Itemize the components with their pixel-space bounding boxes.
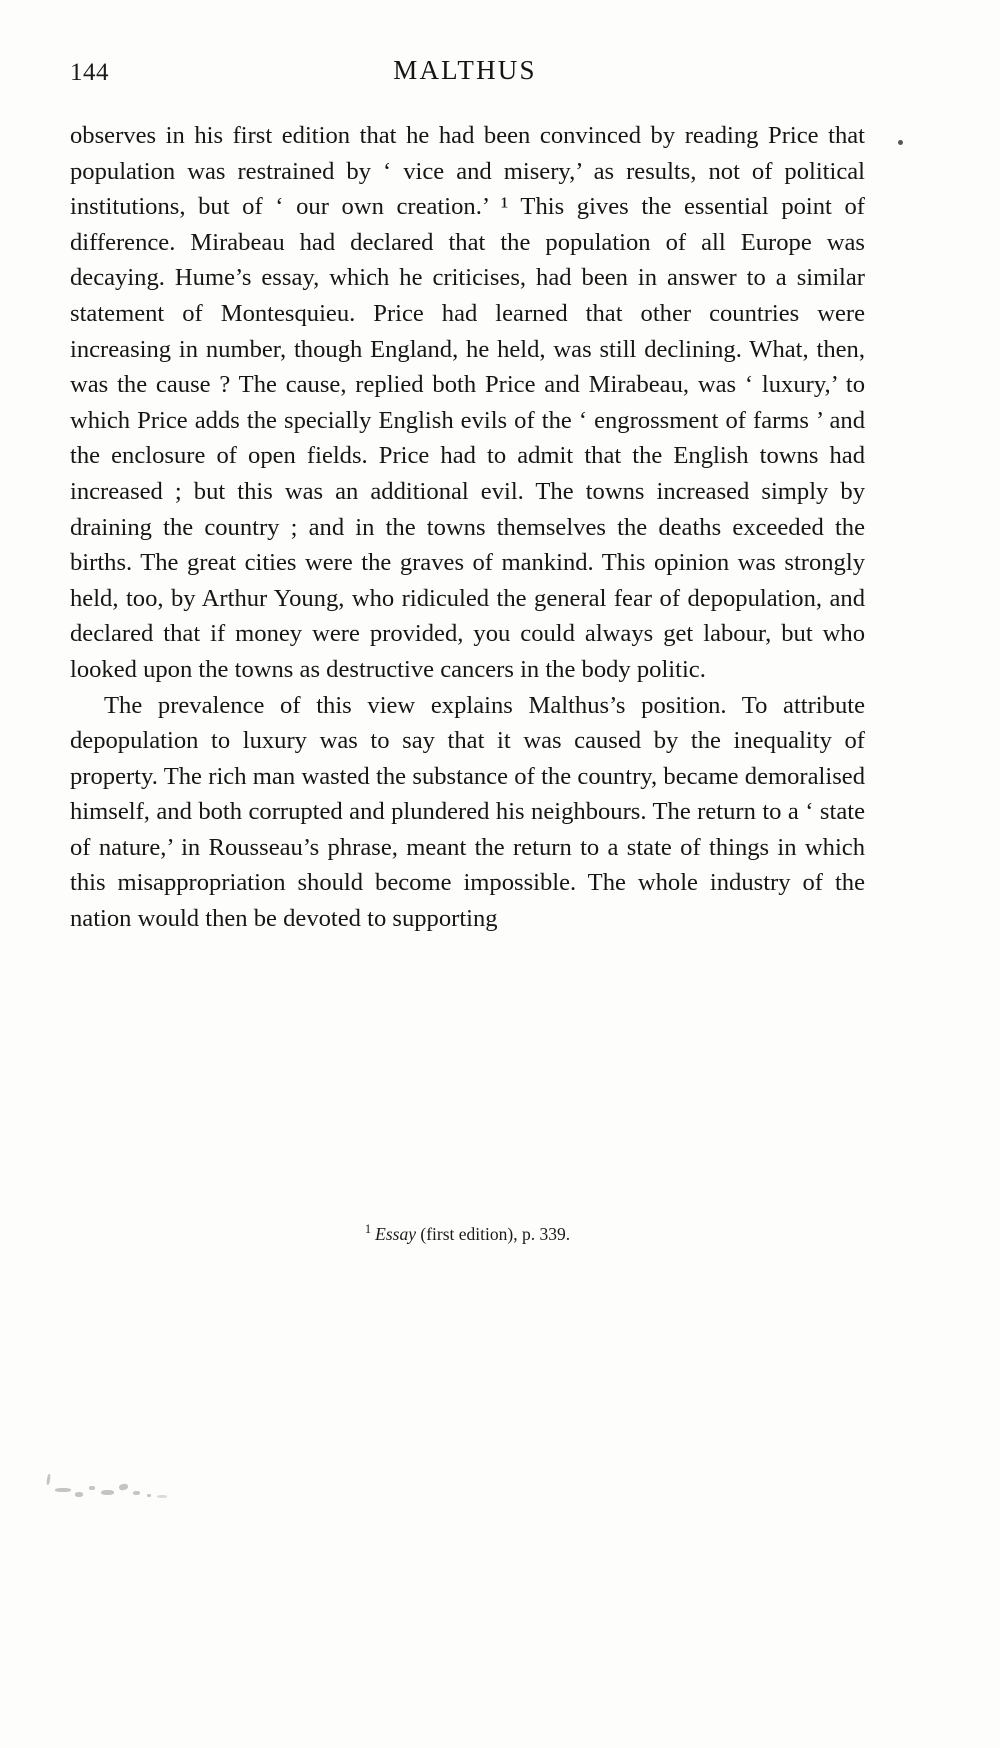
footnote-text: (first edition), p. 339. xyxy=(416,1224,571,1244)
running-head: MALTHUS xyxy=(393,55,537,85)
page-number: 144 xyxy=(70,59,109,86)
page-header xyxy=(70,55,860,95)
paragraph: The prevalence of this view explains Malthus’s position. To attribute depopulation to luxury was to say that it was caused by the inequality of property. The rich man wasted the substance of the country, became demoralised himself, and both corrupted and plundered his neighbours. The return to a ‘ state of nature,’ in Rousseau’s phrase, meant the return to a state of things in which this misappropriation should become impossible. The whole industry of the nation would then be devoted to supporting xyxy=(70,691,865,933)
page-smudge xyxy=(45,1470,175,1515)
footnote xyxy=(70,1222,865,1246)
footnote-marker: 1 xyxy=(364,1222,372,1237)
footnote-title: Essay xyxy=(375,1224,416,1244)
margin-mark xyxy=(898,140,903,145)
body-text xyxy=(70,118,865,937)
paragraph: observes in his first edition that he had been convinced by reading Price that population was restrained by ‘ vice and misery,’ as results, not of political institutions, but of ‘ our own creation.’ ¹ This gives the essential point of difference. Mirabeau had declared that the population of all Europe was decaying. Hume’s essay, which he criticises, had been in answer to a similar statement of Montesquieu. Price had learned that other countries were increasing in number, though England, he held, was still declining. What, then, was the cause ? The cause, replied both Price and Mirabeau, was ‘ luxury,’ to which Price adds the specially English evils of the ‘ engrossment of farms ’ and the enclosure of open fields. Price had to admit that the English towns had increased ; but this was an additional evil. The towns increased simply by draining the country ; and in the towns themselves the deaths exceeded the births. The great cities were the graves of mankind. This opinion was strongly held, too, by Arthur Young, who ridiculed the general fear of depopulation, and declared that if money were provided, you could always get labour, but who looked upon the towns as destructive cancers in the body politic. xyxy=(70,122,865,683)
